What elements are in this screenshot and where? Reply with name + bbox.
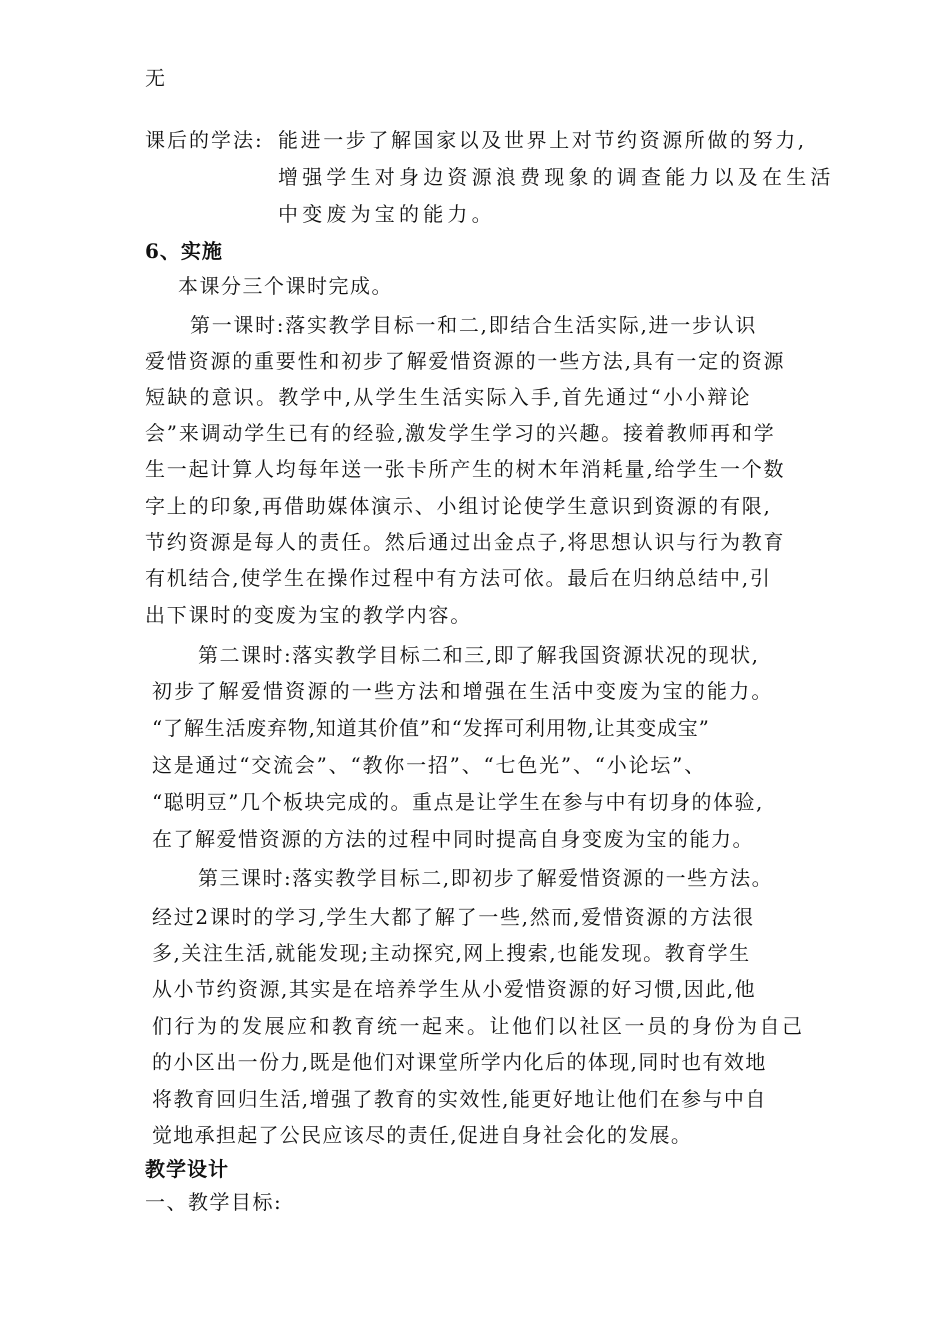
- teaching-objectives-heading: 一、教学目标:: [145, 1190, 283, 1214]
- after-class-method-line: 能进一步了解国家以及世界上对节约资源所做的努力,: [278, 128, 807, 152]
- after-class-method-line: 增强学生对身边资源浪费现象的调查能力以及在生活: [278, 165, 835, 189]
- lesson1-line: 第一课时:落实教学目标一和二,即结合生活实际,进一步认识: [190, 313, 758, 337]
- section-heading: 6、实施: [145, 239, 223, 263]
- lesson3-line: 经过2课时的学习,学生大都了解了一些,然而,爱惜资源的方法很: [152, 905, 755, 929]
- header-char: 无: [145, 66, 169, 90]
- lesson1-line: 会”来调动学生已有的经验,激发学生学习的兴趣。接着教师再和学: [145, 421, 776, 445]
- lesson2-line: “了解生活废弃物,知道其价值”和“发挥可利用物,让其变成宝”: [152, 716, 710, 740]
- after-class-method-label: 课后的学法:: [145, 128, 264, 152]
- lesson3-line: 从小节约资源,其实是在培养学生从小爱惜资源的好习惯,因此,他: [152, 977, 757, 1001]
- lesson1-line: 有机结合,使学生在操作过程中有方法可依。最后在归纳总结中,引: [145, 566, 772, 590]
- lesson1-line: 短缺的意识。教学中,从学生生活实际入手,首先通过“小小辩论: [145, 385, 752, 409]
- lesson3-line: 的小区出一份力,既是他们对课堂所学内化后的体现,同时也有效地: [152, 1050, 767, 1074]
- lesson3-line: 第三课时:落实教学目标二,即初步了解爱惜资源的一些方法。: [198, 866, 774, 890]
- lesson1-line: 节约资源是每人的责任。然后通过出金点子,将思想认识与行为教育: [145, 530, 786, 554]
- lesson2-line: 初步了解爱惜资源的一些方法和增强在生活中变废为宝的能力。: [152, 679, 774, 703]
- lesson2-line: “聪明豆”几个板块完成的。重点是让学生在参与中有切身的体验,: [152, 790, 764, 814]
- lesson3-line: 们行为的发展应和教育统一起来。让他们以社区一员的身份为自己: [152, 1014, 805, 1038]
- intro-paragraph: 本课分三个课时完成。: [178, 274, 393, 298]
- lesson3-line: 觉地承担起了公民应该尽的责任,促进自身社会化的发展。: [152, 1123, 693, 1147]
- lesson1-line: 生一起计算人均每年送一张卡所产生的树木年消耗量,给学生一个数: [145, 457, 786, 481]
- lesson3-line: 将教育回归生活,增强了教育的实效性,能更好地让他们在参与中自: [152, 1087, 767, 1111]
- after-class-method-line: 中变废为宝的能力。: [278, 202, 496, 226]
- lesson1-line: 出下课时的变废为宝的教学内容。: [145, 603, 472, 627]
- lesson1-line: 爱惜资源的重要性和初步了解爱惜资源的一些方法,具有一定的资源: [145, 349, 786, 373]
- lesson2-line: 第二课时:落实教学目标二和三,即了解我国资源状况的现状,: [198, 643, 760, 667]
- lesson2-line: 在了解爱惜资源的方法的过程中同时提高自身变废为宝的能力。: [152, 827, 754, 851]
- lesson3-line: 多,关注生活,就能发现;主动探究,网上搜索,也能发现。教育学生: [152, 941, 751, 965]
- lesson1-line: 字上的印象,再借助媒体演示、小组讨论使学生意识到资源的有限,: [145, 494, 772, 518]
- teaching-design-heading: 教学设计: [145, 1157, 229, 1181]
- lesson2-line: 这是通过“交流会”、“教你一招”、“七色光”、“小论坛”、: [152, 753, 706, 777]
